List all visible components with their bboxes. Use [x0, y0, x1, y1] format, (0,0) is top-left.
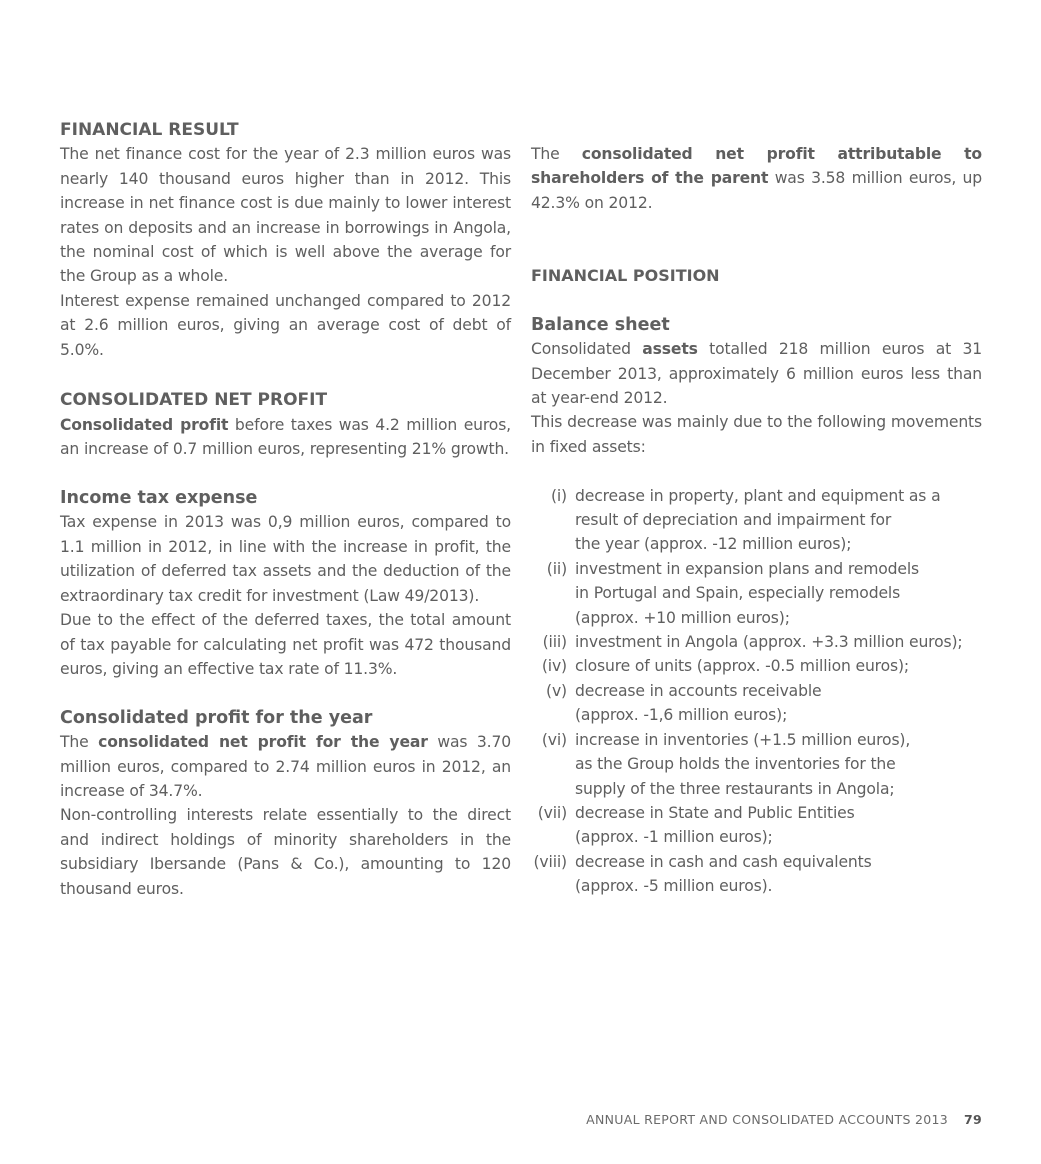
list-item-number: (iii): [542, 633, 567, 652]
list-item: [531, 728, 982, 801]
fixed-asset-movements-list: [531, 484, 982, 899]
list-item-text: decrease in property, plant and equipment as a result of depreciation and impairment for the year (approx. -12 million euros);: [575, 486, 941, 554]
heading-consolidated-profit-year: Consolidated profit for the year: [60, 707, 373, 728]
list-item-number: (viii): [533, 852, 567, 871]
net-profit-parent-paragraph: [531, 142, 982, 215]
profit-year-prefix: The: [60, 733, 99, 752]
list-item: [531, 654, 982, 678]
consolidated-profit-text: before taxes was 4.2 million euros, an increase of 0.7 million euros, representing 21% growth.: [60, 415, 511, 459]
balance-sheet-prefix: Consolidated: [531, 340, 643, 359]
list-item: [531, 801, 982, 850]
list-item: [531, 557, 982, 630]
balance-sheet-bold: assets: [642, 340, 698, 359]
list-item-number: (vi): [541, 730, 567, 749]
list-item: [531, 484, 982, 557]
list-item: [531, 630, 982, 654]
heading-financial-position: FINANCIAL POSITION: [531, 266, 720, 286]
list-item-text: decrease in cash and cash equivalents (approx. -5 million euros).: [575, 852, 872, 896]
list-item-text: decrease in accounts receivable (approx. -1,6 million euros);: [575, 681, 822, 725]
profit-year-paragraph-2: Non-controlling interests relate essentially to the direct and indirect holdings of minority shareholders in the subsidiary Ibersande (Pans & Co.), amounting to 120 thousand euros.: [60, 806, 511, 898]
consolidated-profit-paragraph: [60, 413, 511, 462]
list-item-text: increase in inventories (+1.5 million euros), as the Group holds the inventories for the supply of the three restaurants in Angola;: [575, 730, 911, 798]
financial-result-paragraph-1: The net finance cost for the year of 2.3 million euros was nearly 140 thousand euros higher than in 2012. This increase in net finance cost is due mainly to lower interest rates on deposits and an increase in borrowings in Angola, the nominal cost of which is well above the average for the Group as a whole.: [60, 145, 511, 286]
list-item-text: investment in expansion plans and remodels in Portugal and Spain, especially remodels (approx. +10 million euros);: [575, 559, 919, 627]
balance-sheet-paragraph-2: This decrease was mainly due to the following movements in fixed assets:: [531, 413, 982, 456]
list-item-number: (vii): [537, 803, 567, 822]
list-item-text: decrease in State and Public Entities (approx. -1 million euros);: [575, 803, 855, 847]
right-column: [531, 142, 982, 899]
balance-sheet-paragraph-1: [531, 337, 982, 410]
footer-title: ANNUAL REPORT AND CONSOLIDATED ACCOUNTS 2013: [586, 1112, 948, 1127]
heading-balance-sheet: Balance sheet: [531, 314, 670, 335]
profit-year-paragraph-1: [60, 730, 511, 803]
heading-consolidated-net-profit: CONSOLIDATED NET PROFIT: [60, 390, 328, 411]
net-profit-bold: consolidated net profit attributable to shareholders of the parent: [531, 145, 983, 188]
income-tax-paragraph-2: Due to the effect of the deferred taxes, the total amount of tax payable for calculating net profit was 472 thousand euros, giving an effective tax rate of 11.3%.: [60, 611, 511, 678]
list-item-number: (v): [546, 681, 567, 700]
list-item-text: closure of units (approx. -0.5 million euros);: [575, 657, 909, 676]
net-profit-text: was 3.58 million euros, up 42.3% on 2012.: [531, 169, 982, 212]
consolidated-profit-bold: Consolidated profit: [60, 415, 229, 434]
list-item-number: (i): [550, 486, 567, 505]
income-tax-paragraph-1: Tax expense in 2013 was 0,9 million euros, compared to 1.1 million in 2012, in line with the increase in profit, the utilization of deferred tax assets and the deduction of the extraordinary tax credit for investment (Law 49/2013).: [60, 513, 511, 605]
heading-financial-result: FINANCIAL RESULT: [60, 120, 239, 140]
list-item: [531, 850, 982, 899]
profit-year-bold: consolidated net profit for the year: [98, 733, 428, 752]
profit-year-text: was 3.70 million euros, compared to 2.74 million euros in 2012, an increase of 34.7%.: [60, 733, 511, 800]
left-column: [60, 116, 511, 901]
list-item-number: (iv): [541, 657, 567, 676]
list-item: [531, 679, 982, 728]
list-item-text: investment in Angola (approx. +3.3 million euros);: [575, 633, 963, 652]
page-number: 79: [964, 1112, 982, 1127]
list-item-number: (ii): [546, 559, 567, 578]
page-footer: [586, 1112, 982, 1127]
heading-income-tax-expense: Income tax expense: [60, 488, 258, 509]
net-profit-prefix: The: [531, 145, 582, 163]
financial-result-paragraph-2: Interest expense remained unchanged compared to 2012 at 2.6 million euros, giving an average cost of debt of 5.0%.: [60, 291, 511, 359]
balance-sheet-text: totalled 218 million euros at 31 December 2013, approximately 6 million euros less than at year-end 2012.: [531, 340, 982, 408]
